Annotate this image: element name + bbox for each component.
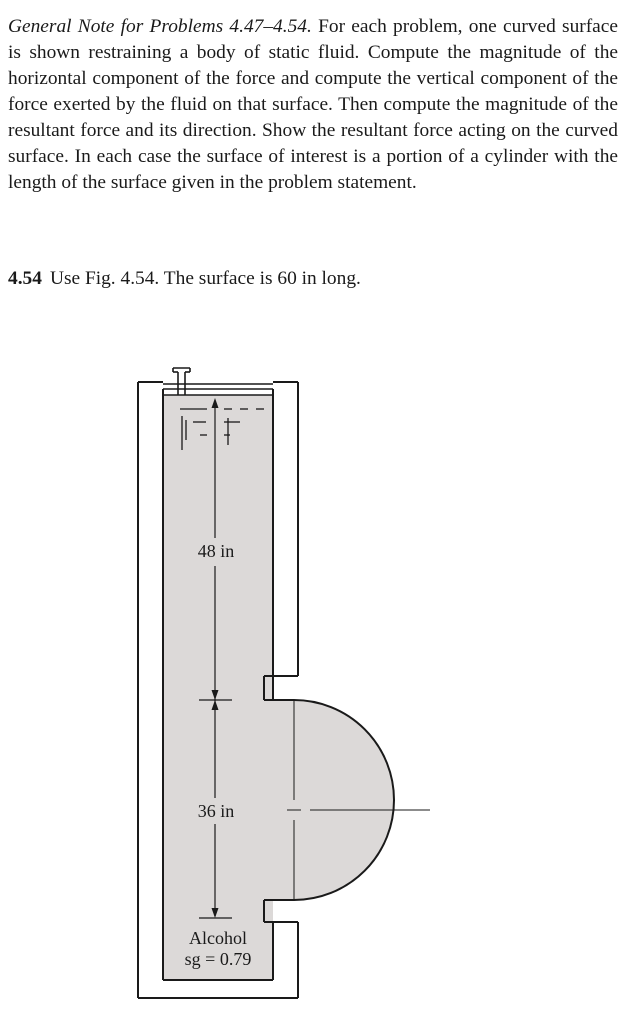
problem-text: Use Fig. 4.54. The surface is 60 in long. — [49, 268, 361, 289]
tank-lid — [163, 384, 273, 395]
dimension-label-48in: 48 in — [197, 541, 235, 561]
fluid-name-label: Alcohol — [189, 928, 247, 948]
general-note-title: General Note for Problems 4.47–4.54. — [8, 16, 312, 37]
fluid-region — [163, 395, 394, 980]
problem-number: 4.54 — [8, 268, 42, 289]
fluid-sg-label: sg = 0.79 — [184, 949, 252, 969]
general-note-body: For each problem, one curved surface is shown restraining a body of static fluid. Compute the magnitude of the horizontal component of the force and compute the vertical component of the force exerted by the fluid on that surface. Then compute the magnitude of the resultant force and its direction. Show the resultant force acting on the curved surface. In each case the surface of interest is a portion of a cylinder with the length of the surface given in the problem statement. — [8, 16, 619, 193]
dimension-label-36in: 36 in — [197, 801, 235, 821]
vent-icon — [173, 368, 190, 395]
